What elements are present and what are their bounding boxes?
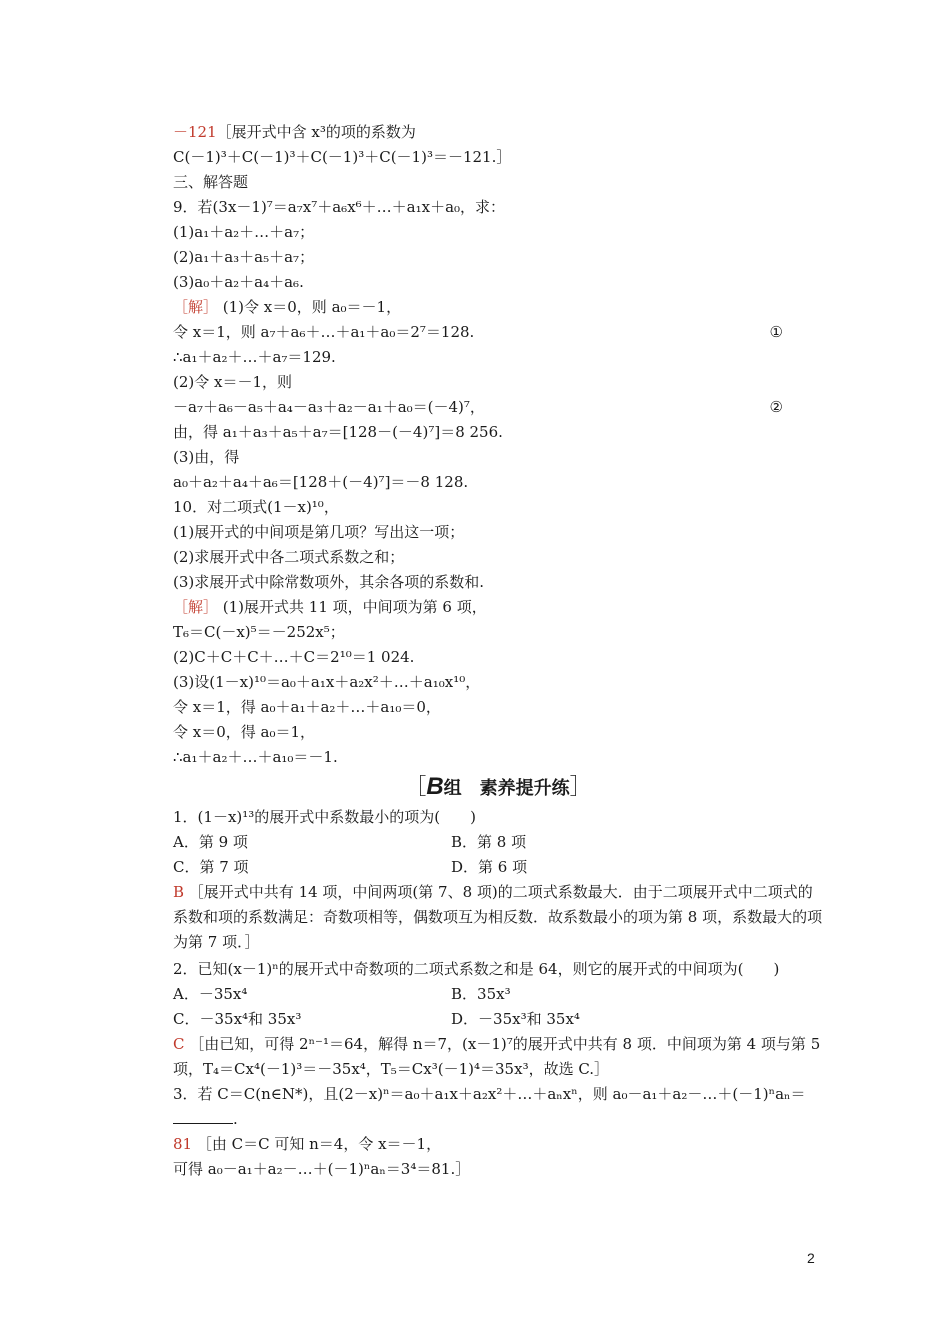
text-line: (2)C＋C＋C＋…＋C＝2¹⁰＝1 024.: [173, 648, 415, 666]
text-span: (1)令 x＝0，则 a₀＝－1，: [218, 298, 402, 316]
text-line: [173, 595, 823, 620]
option-d: D．－35x³和 35x⁴: [451, 1010, 580, 1028]
text-span: 令 x＝1，则 a₇＋a₆＋…＋a₁＋a₀＝2⁷＝128.: [173, 323, 475, 341]
options: [173, 982, 823, 1032]
text-line: (2)a₁＋a₃＋a₅＋a₇；: [173, 248, 315, 266]
answer-mark: －121: [173, 123, 217, 141]
text-line: ∴a₁＋a₂＋…＋a₁₀＝－1.: [173, 748, 338, 766]
question-9: 9．若(3x－1)⁷＝a₇x⁷＋a₆x⁶＋…＋a₁x＋a₀，求：: [173, 198, 506, 216]
text-span: .: [233, 1110, 238, 1128]
text-line: [173, 295, 823, 320]
group-letter: B: [426, 773, 444, 800]
text-line: 令 x＝1，得 a₀＋a₁＋a₂＋…＋a₁₀＝0，: [173, 698, 441, 716]
option-c: C．第 7 项: [173, 858, 249, 876]
bracket-right: ］: [569, 775, 592, 800]
option-b: B．35x³: [451, 985, 511, 1003]
text-span: ［由 C＝C 可知 n＝4，令 x＝－1，: [192, 1135, 442, 1153]
question-3: [173, 1082, 823, 1132]
text-line: [173, 320, 823, 345]
question-1: 1．(1－x)¹³的展开式中系数最小的项为( ): [173, 808, 476, 826]
explanation: [173, 880, 823, 955]
text-line: ∴a₁＋a₂＋…＋a₇＝129.: [173, 348, 336, 366]
explanation: [173, 1132, 823, 1157]
text-span: ［由已知，可得 2ⁿ⁻¹＝64，解得 n＝7，(x－1)⁷的展开式中共有 8 项．中间项为第 4 项与第 5 项，T₄＝Cx⁴(－1)³＝－35x⁴，T₅＝Cx³(－1)⁴＝35x³，故选 C.］: [173, 1035, 821, 1078]
section-title: 组 素养提升练: [443, 778, 570, 799]
page-number: 2: [807, 1250, 815, 1266]
text-line: (3)a₀＋a₂＋a₄＋a₆.: [173, 273, 304, 291]
text-line: (2)求展开式中各二项式系数之和；: [173, 548, 405, 566]
answer-mark: B: [173, 883, 185, 901]
text-span: ［展开式中共有 14 项，中间两项(第 7、8 项)的二项式系数最大．由于二项展开式中二项式的系数和项的系数满足：奇数项相等，偶数项互为相反数．故系数最小的项为第 8 项，系数最大的项为第 7 项．］: [173, 883, 823, 951]
explanation: [173, 1032, 823, 1082]
question-10: 10．对二项式(1－x)¹⁰，: [173, 498, 339, 516]
answer-blank: [173, 1109, 233, 1124]
option-b: B．第 8 项: [451, 833, 527, 851]
bracket-left: ［: [404, 775, 427, 800]
option-d: D．第 6 项: [451, 858, 528, 876]
equation-marker: ①: [769, 323, 783, 341]
text-line: [173, 120, 823, 145]
text-line: 令 x＝0，得 a₀＝1，: [173, 723, 316, 741]
text-line: (1)展开式的中间项是第几项？写出这一项；: [173, 523, 465, 541]
answer-mark: 81: [173, 1135, 193, 1153]
text-span: ［展开式中含 x³的项的系数为: [216, 123, 416, 141]
options: [173, 830, 823, 880]
solution-tag: ［解］: [173, 598, 219, 616]
text-line: T₆＝C(－x)⁵＝－252x⁵；: [173, 623, 345, 641]
text-line: 可得 a₀－a₁＋a₂－…＋(－1)ⁿaₙ＝3⁴＝81.］: [173, 1160, 471, 1178]
text-line: (3)设(1－x)¹⁰＝a₀＋a₁x＋a₂x²＋…＋a₁₀x¹⁰，: [173, 673, 481, 691]
text-span: (1)展开式共 11 项，中间项为第 6 项，: [218, 598, 487, 616]
text-line: (2)令 x＝－1，则: [173, 373, 293, 391]
option-c: C．－35x⁴和 35x³: [173, 1010, 302, 1028]
text-line: 由，得 a₁＋a₃＋a₅＋a₇＝[128－(－4)⁷]＝8 256.: [173, 423, 503, 441]
option-a: A．－35x⁴: [173, 985, 248, 1003]
option-a: A．第 9 项: [173, 833, 248, 851]
document-body: [173, 120, 823, 1182]
text-line: C(－1)³＋C(－1)³＋C(－1)³＋C(－1)³＝－121.］: [173, 148, 512, 166]
text-line: (1)a₁＋a₂＋…＋a₇；: [173, 223, 315, 241]
section-b-heading: [173, 774, 823, 801]
equation-marker: ②: [769, 398, 783, 416]
text-span: 3．若 C＝C(n∈N*)，且(2－x)ⁿ＝a₀＋a₁x＋a₂x²＋…＋aₙxⁿ，则 a₀－a₁＋a₂－…＋(－1)ⁿaₙ＝: [173, 1085, 806, 1103]
text-span: －a₇＋a₆－a₅＋a₄－a₃＋a₂－a₁＋a₀＝(－4)⁷，: [173, 398, 485, 416]
answer-mark: C: [173, 1035, 185, 1053]
text-line: [173, 395, 823, 420]
text-line: a₀＋a₂＋a₄＋a₆＝[128＋(－4)⁷]＝－8 128.: [173, 473, 469, 491]
section-heading: 三、解答题: [173, 173, 249, 191]
question-2: 2．已知(x－1)ⁿ的展开式中奇数项的二项式系数之和是 64，则它的展开式的中间项为( ): [173, 960, 780, 978]
text-line: (3)由，得: [173, 448, 240, 466]
text-line: (3)求展开式中除常数项外，其余各项的系数和.: [173, 573, 485, 591]
solution-tag: ［解］: [173, 298, 219, 316]
